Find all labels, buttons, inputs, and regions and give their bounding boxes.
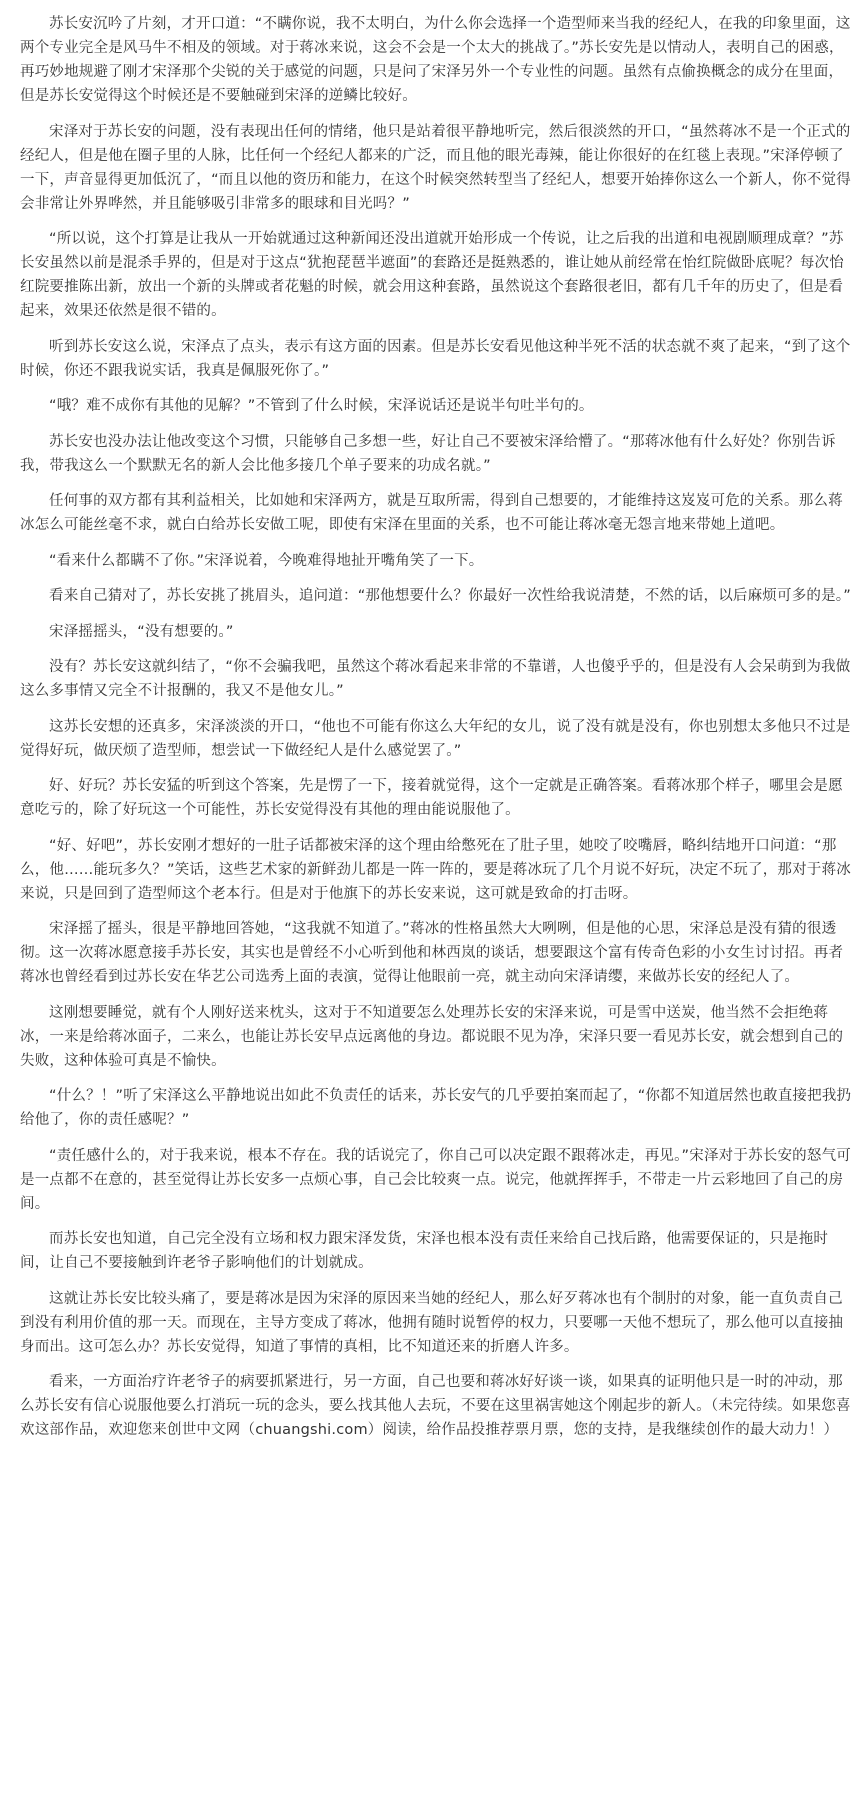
paragraph-19: 而苏长安也知道，自己完全没有立场和权力跟宋泽发货，宋泽也根本没有责任来给自己找后路，他需要保证的，只是拖时间，让自己不要接触到许老爷子影响他们的计划就成。 [20, 1231, 829, 1271]
paragraph-21: 看来，一方面治疗许老爷子的病要抓紧进行，另一方面，自己也要和蒋冰好好谈一谈，如果真的证明他只是一时的冲动，那么苏长安有信心说服他要么打消玩一玩的念头，要么找其他人去玩，不要在这里祸害她这个刚起步的新人。（未完待续。如果您喜欢这部作品，欢迎您来创世中文网（chuangshi.com）阅读，给作品投推荐票月票，您的支持，是我继续创作的最大动力！） [20, 1374, 851, 1438]
paragraph-16: 这刚想要睡觉，就有个人刚好送来枕头，这对于不知道要怎么处理苏长安的宋泽来说，可是雪中送炭，他当然不会拒绝蒋冰，一来是给蒋冰面子，二来么，也能让苏长安早点远离他的身边。都说眼不见为净，宋泽只要一看见苏长安，就会想到自己的失败，这种体验可真是不愉快。 [20, 1004, 844, 1069]
paragraph-9: 看来自己猜对了，苏长安挑了挑眉头，追问道：“那他想要什么？你最好一次性给我说清楚，不然的话，以后麻烦可多的是。” [49, 588, 851, 604]
paragraph-2: 宋泽对于苏长安的问题，没有表现出任何的情绪，他只是站着很平静地听完，然后很淡然的开口，“虽然蒋冰不是一个正式的经纪人，但是他在圈子里的人脉，比任何一个经纪人都来的广泛，而且他的眼光毒辣，能让你很好的在红毯上表现。”宋泽停顿了一下，声音显得更加低沉了，“而且以他的资历和能力，在这个时候突然转型当了经纪人，想要开始捧你这么一个新人，你不觉得会非常让外界哗然，并且能够吸引非常多的眼球和目光吗？” [20, 123, 851, 212]
paragraph-5: “哦？难不成你有其他的见解？”不管到了什么时候，宋泽说话还是说半句吐半句的。 [49, 398, 594, 414]
paragraph-15: 宋泽摇了摇头，很是平静地回答她，“这我就不知道了。”蒋冰的性格虽然大大咧咧，但是他的心思，宋泽总是没有猜的很透彻。这一次蒋冰愿意接手苏长安，其实也是曾经不小心听到他和林西岚的谈话，想要跟这个富有传奇色彩的小女生讨讨招。再者蒋冰也曾经看到过苏长安在华艺公司选秀上面的表演，觉得让他眼前一亮，就主动向宋泽请缨，来做苏长安的经纪人了。 [20, 921, 844, 985]
paragraph-6: 苏长安也没办法让他改变这个习惯，只能够自己多想一些，好让自己不要被宋泽给懵了。“那蒋冰他有什么好处？你别告诉我，带我这么一个默默无名的新人会比他多接几个单子要来的功成名就。” [20, 433, 836, 474]
paragraph-10: 宋泽摇摇头，“没有想要的。” [49, 623, 234, 640]
paragraph-11: 没有？苏长安这就纠结了，“你不会骗我吧，虽然这个蒋冰看起来非常的不靠谱，人也傻乎乎的，但是没有人会呆萌到为我做这么多事情又完全不计报酬的，我又不是他女儿。” [20, 659, 851, 699]
paragraph-14: “好、好吧”，苏长安刚才想好的一肚子话都被宋泽的这个理由给憋死在了肚子里，她咬了咬嘴唇，略纠结地开口问道：“那么，他……能玩多久？”笑话，这些艺术家的新鲜劲儿都是一阵一阵的，要是蒋冰玩了几个月说不好玩，决定不玩了，那对于蒋冰来说，只是回到了造型师这个老本行。但是对于他旗下的苏长安来说，这可就是致命的打击呀。 [20, 837, 851, 902]
paragraph-1: 苏长安沉吟了片刻，才开口道：“不瞒你说，我不太明白，为什么你会选择一个造型师来当我的经纪人，在我的印象里面，这两个专业完全是风马牛不相及的领域。对于蒋冰来说，这会不会是一个太大的挑战了。”苏长安先是以情动人，表明自己的困惑，再巧妙地规避了刚才宋泽那个尖锐的关于感觉的问题，只是问了宋泽另外一个专业性的问题。虽然有点偷换概念的成分在里面，但是苏长安觉得这个时候还是不要触碰到宋泽的逆鳞比较好。 [20, 16, 851, 104]
paragraph-13: 好、好玩？苏长安猛的听到这个答案，先是愣了一下，接着就觉得，这个一定就是正确答案。看蒋冰那个样子，哪里会是愿意吃亏的，除了好玩这一个可能性，苏长安觉得没有其他的理由能说服他了。 [20, 778, 843, 818]
paragraph-20: 这就让苏长安比较头痛了，要是蒋冰是因为宋泽的原因来当她的经纪人，那么好歹蒋冰也有个制肘的对象，能一直负责自己到没有利用价值的那一天。而现在，主导方变成了蒋冰，他拥有随时说暂停的权力，只要哪一天他不想玩了，那么他可以直接抽身而出。这可怎么办？苏长安觉得，知道了事情的真相，比不知道还来的折磨人许多。 [20, 1290, 844, 1355]
paragraph-7: 任何事的双方都有其利益相关，比如她和宋泽两方，就是互取所需，得到自己想要的，才能维持这岌岌可危的关系。那么蒋冰怎么可能丝毫不求，就白白给苏长安做工呢，即使有宋泽在里面的关系，也不可能让蒋冰毫无怨言地来带她上道吧。 [20, 493, 843, 533]
paragraph-3: “所以说，这个打算是让我从一开始就通过这种新闻还没出道就开始形成一个传说，让之后我的出道和电视剧顺理成章？”苏长安虽然以前是混杀手界的，但是对于这点“犹抱琵琶半遮面”的套路还是挺熟悉的，谁让她从前经常在怡红院做卧底呢？每次怡红院要推陈出新，放出一个新的头牌或者花魁的时候，就会用这种套路，虽然说这个套路很老旧，都有几千年的历史了，但是看起来，效果还依然是很不错的。 [20, 231, 844, 319]
paragraph-12: 这苏长安想的还真多，宋泽淡淡的开口，“他也不可能有你这么大年纪的女儿，说了没有就是没有，你也别想太多他只不过是觉得好玩，做厌烦了造型师，想尝试一下做经纪人是什么感觉罢了。” [20, 718, 851, 759]
paragraph-18: “责任感什么的，对于我来说，根本不存在。我的话说完了，你自己可以决定跟不跟蒋冰走，再见。”宋泽对于苏长安的怒气可是一点都不在意的，甚至觉得让苏长安多一点烦心事，自己会比较爽一点。说完，他就挥挥手，不带走一片云彩地回了自己的房间。 [20, 1147, 851, 1212]
paragraph-17: “什么？！”听了宋泽这么平静地说出如此不负责任的话来，苏长安气的几乎要拍案而起了，“你都不知道居然也敢直接把我扔给他了，你的责任感呢？” [20, 1088, 852, 1128]
paragraph-4: 听到苏长安这么说，宋泽点了点头，表示有这方面的因素。但是苏长安看见他这种半死不活的状态就不爽了起来，“到了这个时候，你还不跟我说实话，我真是佩服死你了。” [20, 338, 851, 379]
paragraph-8: “看来什么都瞒不了你。”宋泽说着，今晚难得地扯开嘴角笑了一下。 [49, 552, 484, 569]
